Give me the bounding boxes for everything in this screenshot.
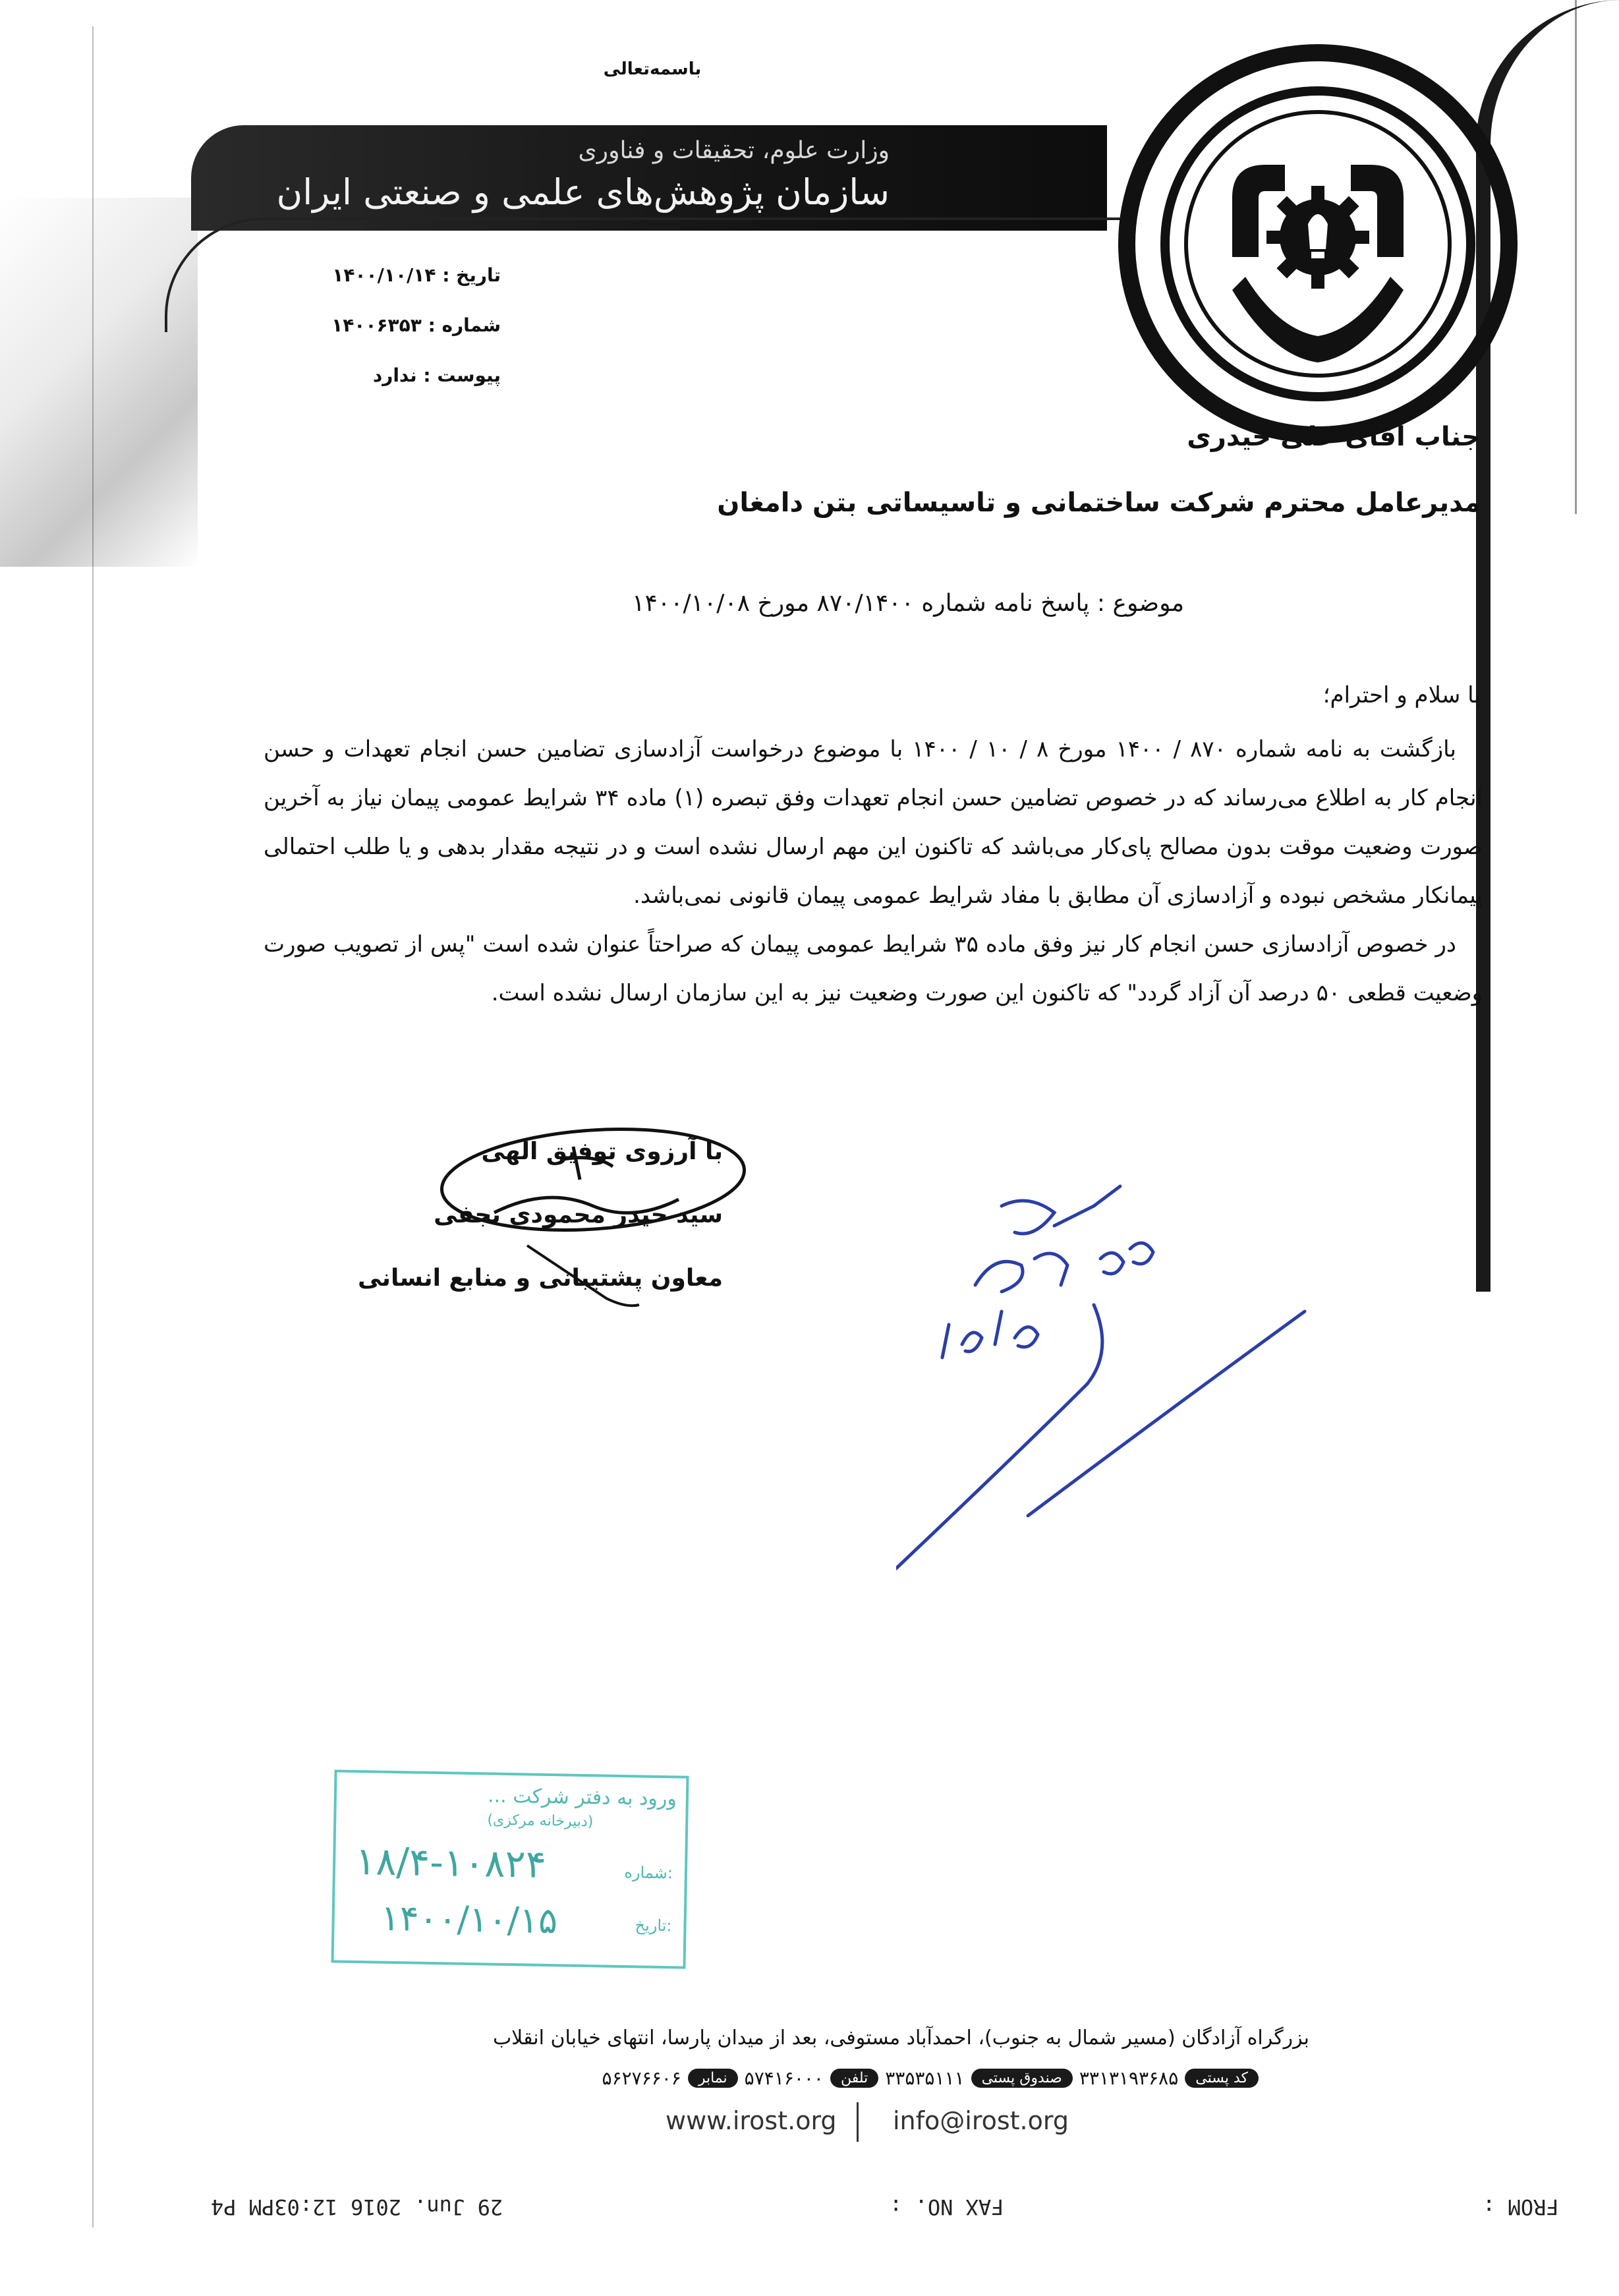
footer-divider xyxy=(857,2102,859,2142)
fax-timestamp: 29 Jun. 2016 12:03PM P4 xyxy=(211,2195,503,2220)
number-row xyxy=(316,301,501,351)
date-label: تاریخ : xyxy=(442,264,501,286)
letterhead-curve xyxy=(165,217,1123,332)
organization-name: سازمان پژوهش‌های علمی و صنعتی ایران xyxy=(276,171,890,213)
fax-header xyxy=(0,2195,1619,2227)
stamp-date-label: تاریخ: xyxy=(635,1916,672,1936)
attachment-value: ندارد xyxy=(372,364,417,386)
irost-logo-icon xyxy=(1114,40,1522,448)
stamp-number-value: ۱۸/۴-۱۰۸۲۴ xyxy=(355,1838,547,1887)
postal-code-value: ۳۳۱۳۱۹۳۶۸۵ xyxy=(1079,2067,1179,2089)
fax-from-label: FROM : xyxy=(1483,2195,1559,2220)
addressee-title: مدیرعامل محترم شرکت ساختمانی و تاسیساتی بتن دامغان xyxy=(717,488,1481,518)
stamp-title: ورود به دفتر شرکت ... xyxy=(487,1784,677,1811)
number-value: ۱۴۰۰۶۳۵۳ xyxy=(331,314,422,336)
signer-name: سید حیدر محمودی نجفی xyxy=(434,1201,723,1228)
attachment-label: پیوست : xyxy=(423,364,501,386)
fax-label: نمابر xyxy=(688,2069,738,2088)
body-paragraph-1: بازگشت به نامه شماره ۸۷۰ / ۱۴۰۰ مورخ ۸ / ۱۰ / ۱۴۰۰ با موضوع درخواست آزادسازی تضامین حسن انجام تعهدات و حسن انجام کار به اطلاع می‌رساند که در خصوص تضامین حسن انجام تعهدات وفق تبصره (۱) ماده ۳۴ شرایط عمومی پیمان نیاز به آخرین صورت وضعیت موقت بدون مصالح پای‌کار می‌باشد که تاکنون این مهم ارسال نشده است و در نتیجه مقدار بدهی و یا طلب احتمالی پیمانکار مشخص نبوده و آزادسازی آن مطابق با مفاد شرایط عمومی پیمان قانونی نمی‌باشد. xyxy=(264,736,1483,909)
letter-subject: موضوع : پاسخ نامه شماره ۸۷۰/۱۴۰۰ مورخ ۱۴۰۰/۱۰/۰۸ xyxy=(632,590,1184,617)
fax-value: ۵۶۲۷۶۶۰۶ xyxy=(602,2067,681,2089)
phone-label: تلفن xyxy=(830,2069,878,2088)
signature-mark xyxy=(395,1107,791,1325)
invocation-text: باسمه‌تعالی xyxy=(603,59,702,79)
stamp-subtitle: (دبیرخانه مرکزی) xyxy=(487,1812,594,1831)
letter-meta xyxy=(316,250,501,401)
phone-value: ۵۷۴۱۶۰۰۰ xyxy=(744,2067,824,2089)
signer-title: معاون پشتیبانی و منابع انسانی xyxy=(358,1265,723,1292)
closing-wish: با آرزوی توفیق الهی xyxy=(481,1138,723,1165)
body-paragraph-2: در خصوص آزادسازی حسن انجام کار نیز وفق ماده ۳۵ شرایط عمومی پیمان که صراحتاً عنوان شده است "پس از تصویب صورت وضعیت قطعی ۵۰ درصد آن آزاد گردد" که تاکنون این صورت وضعیت نیز به این سازمان ارسال نشده است. xyxy=(264,931,1483,1006)
fax-number-label: FAX NO. : xyxy=(890,2195,1004,2220)
po-box-label: صندوق پستی xyxy=(971,2069,1073,2088)
stamp-date-value: ۱۴۰۰/۱۰/۱۵ xyxy=(380,1897,558,1942)
stamp-number-label: شماره: xyxy=(624,1863,673,1883)
po-box-value: ۳۳۵۳۵۱۱۱ xyxy=(885,2067,965,2089)
footer-email: info@irost.org xyxy=(893,2106,1069,2135)
number-label: شماره : xyxy=(428,314,501,336)
ministry-name: وزارت علوم، تحقیقات و فناوری xyxy=(578,137,890,164)
footer-website: www.irost.org xyxy=(666,2106,837,2135)
date-value: ۱۴۰۰/۱۰/۱۴ xyxy=(332,264,436,286)
letter-greeting: با سلام و احترام؛ xyxy=(1322,682,1481,708)
postal-code-label: کد پستی xyxy=(1185,2069,1259,2088)
handwritten-note xyxy=(896,1166,1331,1601)
incoming-stamp xyxy=(331,1769,689,1968)
footer-address: بزرگراه آزادگان (مسیر شمال به جنوب)، احمدآباد مستوفی، بعد از میدان پارسا، انتهای خیابان انقلاب xyxy=(492,2026,1309,2050)
letterhead-band xyxy=(191,125,1107,231)
footer-contacts xyxy=(461,2063,1259,2093)
attachment-row xyxy=(316,351,501,401)
date-row xyxy=(316,250,501,301)
letter-body xyxy=(264,725,1483,1018)
scan-shadow xyxy=(0,198,198,567)
addressee-name: جناب آقای علی حیدری xyxy=(1187,422,1481,452)
